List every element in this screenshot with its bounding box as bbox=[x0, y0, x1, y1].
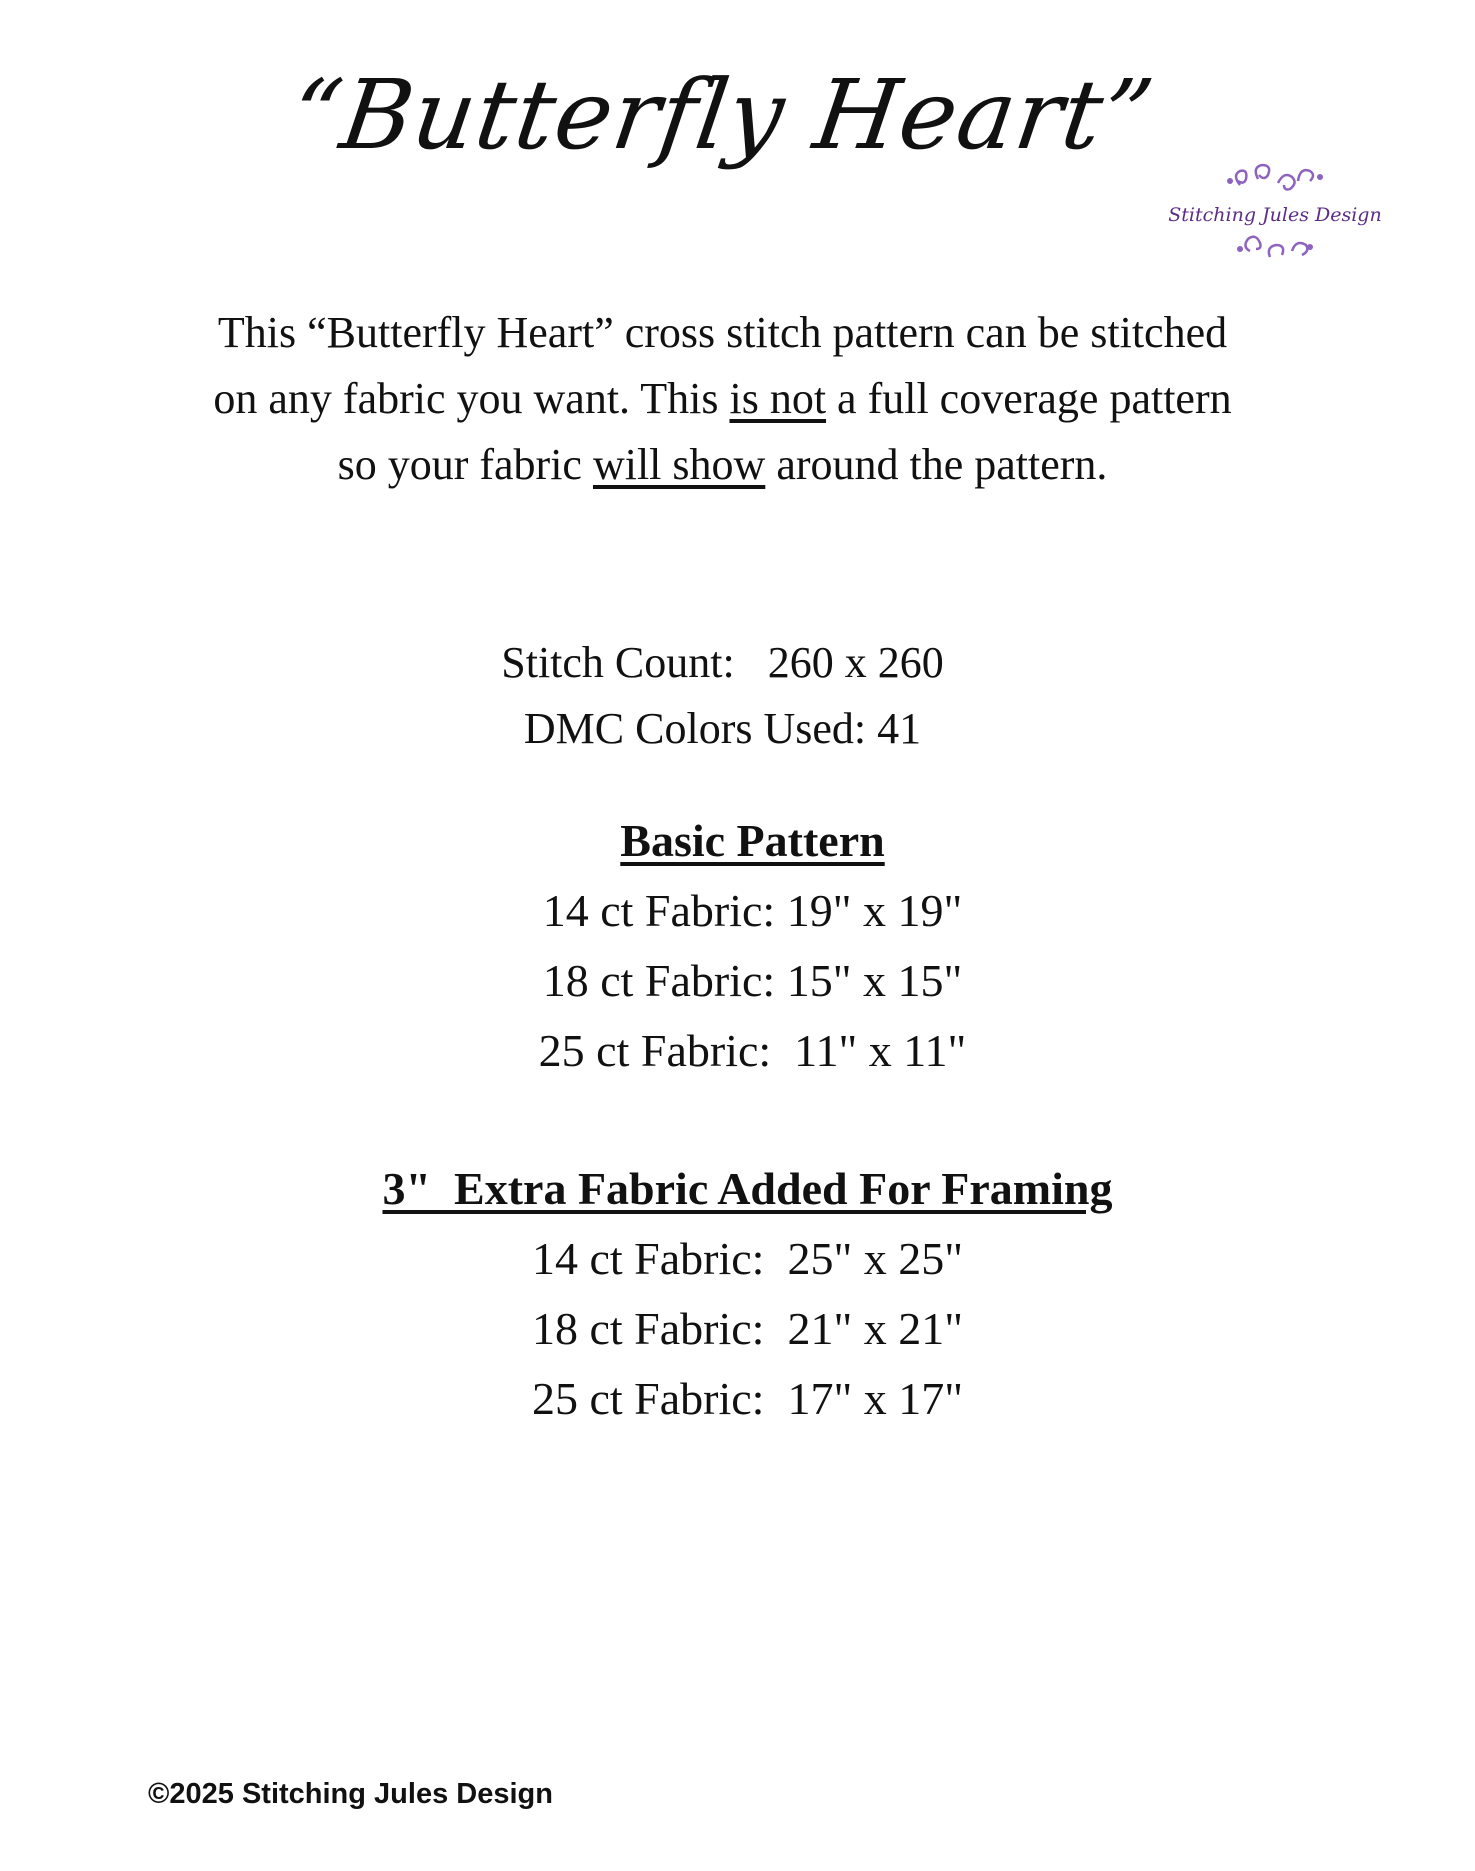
basic-pattern-section bbox=[30, 806, 1475, 1086]
logo-text: Stitching Jules Design bbox=[1168, 204, 1382, 226]
framing-heading: 3" Extra Fabric Added For Framing bbox=[382, 1163, 1113, 1214]
intro-emphasis-will-show: will show bbox=[592, 440, 766, 489]
stitch-count: Stitch Count: 260 x 260 bbox=[501, 638, 944, 687]
framing-row: 18 ct Fabric: 21" x 21" bbox=[531, 1303, 964, 1354]
colors-used: DMC Colors Used: 41 bbox=[523, 704, 922, 753]
intro-emphasis-is-not: is not bbox=[729, 374, 827, 423]
swirl-ornament-icon bbox=[1168, 155, 1382, 265]
intro-text-2: a full coverage pattern so your fabric bbox=[337, 374, 1232, 489]
intro-text-1: This “Butterfly Heart” cross stitch pattern can be stitched on any fabric you want. This bbox=[213, 308, 1228, 423]
basic-pattern-row: 14 ct Fabric: 19" x 19" bbox=[542, 885, 963, 936]
intro-paragraph bbox=[200, 300, 1245, 498]
copyright-footer: ©2025 Stitching Jules Design bbox=[148, 1778, 553, 1810]
basic-pattern-row: 18 ct Fabric: 15" x 15" bbox=[542, 955, 963, 1006]
basic-pattern-heading: Basic Pattern bbox=[620, 815, 885, 866]
basic-pattern-row: 25 ct Fabric: 11" x 11" bbox=[538, 1025, 967, 1076]
framing-row: 25 ct Fabric: 17" x 17" bbox=[531, 1373, 964, 1424]
framing-row: 14 ct Fabric: 25" x 25" bbox=[531, 1233, 964, 1284]
stats-block bbox=[0, 630, 1445, 762]
page-title: “Butterfly Heart” bbox=[284, 59, 1161, 171]
intro-text-3: around the pattern. bbox=[765, 440, 1108, 489]
framing-section bbox=[25, 1154, 1470, 1434]
brand-logo bbox=[1168, 155, 1382, 265]
